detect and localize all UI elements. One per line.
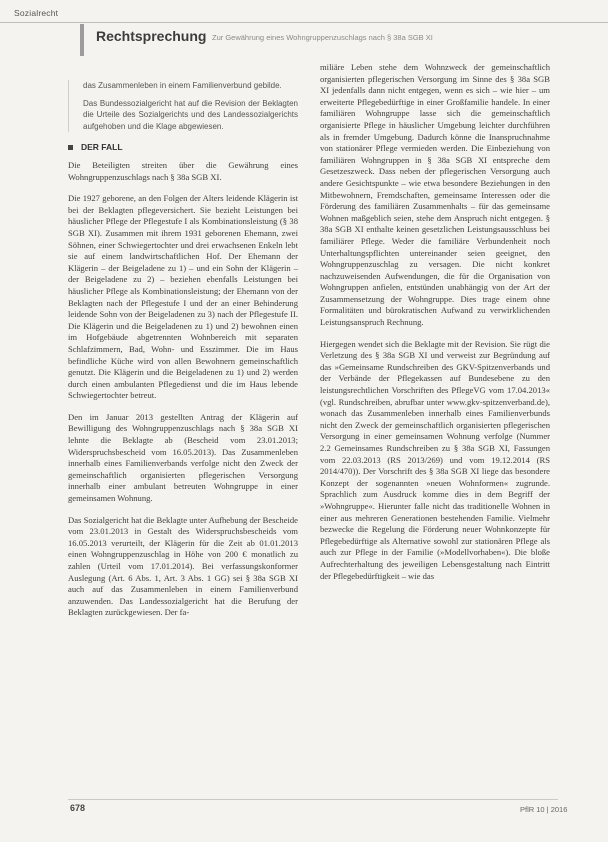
body-paragraph: Das Sozialgericht hat die Beklagte unter Aufhebung der Bescheide vom 23.01.2013 in Gestalt des Widerspruchsbescheids vom 16.05.2013 verurteilt, der Klägerin für die Zeit ab 01.01.2013 einen Wohngruppenzuschlag in Höhe von 200 € monatlich zu zahlen (Urteil vom 17.01.2014). Bei verfassungskonformer Auslegung (Art. 6 Abs. 1, Art. 3 Abs. 1 GG) sei § 38a SGB XI auch auf das Zusammenleben in einem Familienverbund anzuwenden. Das Landessozialgericht hat die Berufung der Beklagten zurückgewiesen. Der fa-	[68, 514, 298, 618]
running-subtitle: Zur Gewährung eines Wohngruppenzuschlags nach § 38a SGB XI	[212, 33, 433, 42]
summary-block	[68, 80, 298, 132]
header-rule	[0, 22, 608, 23]
square-bullet-icon	[68, 145, 73, 150]
summary-paragraph: das Zusammenleben in einem Familienverbund gebilde.	[83, 81, 282, 90]
header-accent-bar	[80, 24, 84, 56]
running-title: Rechtsprechung	[96, 28, 207, 44]
body-paragraph: Die Beteiligten streiten über die Gewährung eines Wohngruppenzuschlags nach § 38a SGB XI.	[68, 160, 298, 182]
footer-rule	[68, 799, 558, 800]
body-paragraph: Die 1927 geborene, an den Folgen der Alters leidende Klägerin ist bei der Beklagten pflegeversichert. Sie bezieht Leistungen bei häuslicher Pflege der Pflegestufe I als Kombinationsleistung (§ 38 SGB XI). Zusammen mit ihrem 1931 geborenen Ehemann, zwei Söhnen, einer Schwiegertochter und drei erwachsenen Enkeln lebt sie auf einem landwirtschaftlichen Hof. Der Ehemann der Klägerin – der Beigeladene zu 1) – und ein Sohn der Klägerin – der Beigeladene zu 2) – beziehen ebenfalls Leistungen bei häuslicher Pflege als Kombinationsleistung; der Ehemann von der Beklagten nach der Pflegestufe I und der an einer Behinderung leidende Sohn von der Beigeladenen zu 3) nach der Pflegestufe II. Die Klägerin und die Beigeladenen zu 1) und 2) bewohnen einen im Hofgebäude abgetrennten Wohnbereich mit separaten Schlafzimmern, Bad, Wohn- und Esszimmer. Die im Haus befindliche Küche wird von allen Bewohnern gemeinschaftlich genutzt. Die Klägerin und die Beigeladenen zu 1) und 2) werden durch einen ambulanten Pflegedienst und die im Haus lebende Schwiegertochter betreut.	[68, 193, 298, 401]
body-paragraph: miliäre Leben stehe dem Wohnzweck der gemeinschaftlich organisierten pflegerischen Versorgung im Sinne des § 38a SGB XI jedenfalls dann nicht entgegen, wenn es sich – wie hier – um erweiterte Pflegebedürftige in einer Großfamilie handele. In einer familiären Wohngruppe lasse sich die gemeinschaftlich organisierte Pflege in häuslicher Umgebung leichter durchführen als in fremder Umgebung. Dadurch könne die Inanspruchnahme von stationärer Pflege vermieden werden. Die Einbeziehung von familiären Wohngruppen in § 38a SGB XI entspreche dem Gesetzeszweck. Dass neben der pflegerischen Versorgung auch andere Gesichtspunkte – wie etwa besondere Beziehungen in den Mitbewohnern, Fremdschaften, gemeinsame Interessen oder die Förderung des familiären Zusammenhalts – für das gemeinsame Wohnen maßgeblich seien, stehe dem Anspruch nicht entgegen. § 38a SGB XI enthalte keinen gesetzlichen Leistungsausschluss bei familiärer Pflege. Weder die familiäre Verbundenheit noch Unterhaltungspflichten untereinander seien geeignet, den Wohngruppenzuschlag zu versagen. Die nicht konkret nachzuweisenden Aufwendungen, die für die Organisation von Wohngruppen anfielen, entstünden unabhängig von der Art der Zusammensetzung der Wohngruppe. Dies trage einem ohne Formalitäten und bürokratischen Aufwand zu verwirklichenden Leistungsanspruch Rechnung.	[320, 62, 550, 328]
right-column	[320, 62, 550, 592]
body-paragraph: Hiergegen wendet sich die Beklagte mit der Revision. Sie rügt die Verletzung des § 38a SGB XI und verweist zur Begründung auf das »Gemeinsame Rundschreiben des GKV-Spitzenverbands und der Verbände der Pflegekassen auf Bundesebene zu den leistungsrechtlichen Vorschriften des PflegeVG vom 17.04.2013« (vgl. Rundschreiben, abrufbar unter www.gkv-spitzenverband.de), wonach das Zusammenleben innerhalb eines Familienverbunds nicht den Zweck der gemeinschaftlich organisierten pflegerischen Versorgung in einer gemeinsamen Wohnung verfolge (Nummer 2.2 Gemeinsames Rundschreiben zu § 38a SGB XI, Fassungen vom 22.03.2013 (RS 2013/269) und vom 19.12.2014 (RS 2014/470)). Der Vorschrift des § 38a SGB XI liege das besondere Konzept der sogenannten »neuen Wohnformen« zugrunde. Sprachlich zum Ausdruck komme dies in dem Begriff der »Wohngruppe«. Hierunter falle nicht das traditionelle Wohnen in einer aus mehreren Generationen bestehenden Familie. Vielmehr bezwecke die Regelung die Förderung neuer Wohnkonzepte für Pflegebedürftige als Alternative sowohl zur stationären Pflege als auch zur Pflege in der Familie (»Modellvorhaben«). Die bloße Aufrechterhaltung des jeweiligen Lebensgestaltung nach Eintritt der Pflegebedürftigkeit – wie das	[320, 338, 550, 581]
journal-issue: PflR 10 | 2016	[520, 805, 568, 814]
section-heading	[68, 142, 298, 152]
summary-paragraph: Das Bundessozialgericht hat auf die Revision der Beklagten die Urteile des Sozialgerichts und des Landessozialgerichts aufgehoben und die Klage abgewiesen.	[83, 98, 298, 131]
page-number: 678	[70, 803, 86, 813]
section-heading-text: DER FALL	[81, 142, 123, 152]
body-paragraph: Den im Januar 2013 gestellten Antrag der Klägerin auf Bewilligung des Wohngruppenzuschlags nach § 38a SGB XI lehnte die Beklagte ab (Bescheid vom 23.01.2013; Widerspruchsbescheid vom 16.05.2013). Das Zusammenleben innerhalb eines Familienverbands verfolge nicht den Zweck der gemeinschaftlich organisierten pflegerischen Versorgung innerhalb einer ambulant betreuten Wohngruppe in einer gemeinsamen Wohnung.	[68, 411, 298, 504]
section-label: Sozialrecht	[14, 8, 59, 18]
left-column	[68, 80, 298, 629]
